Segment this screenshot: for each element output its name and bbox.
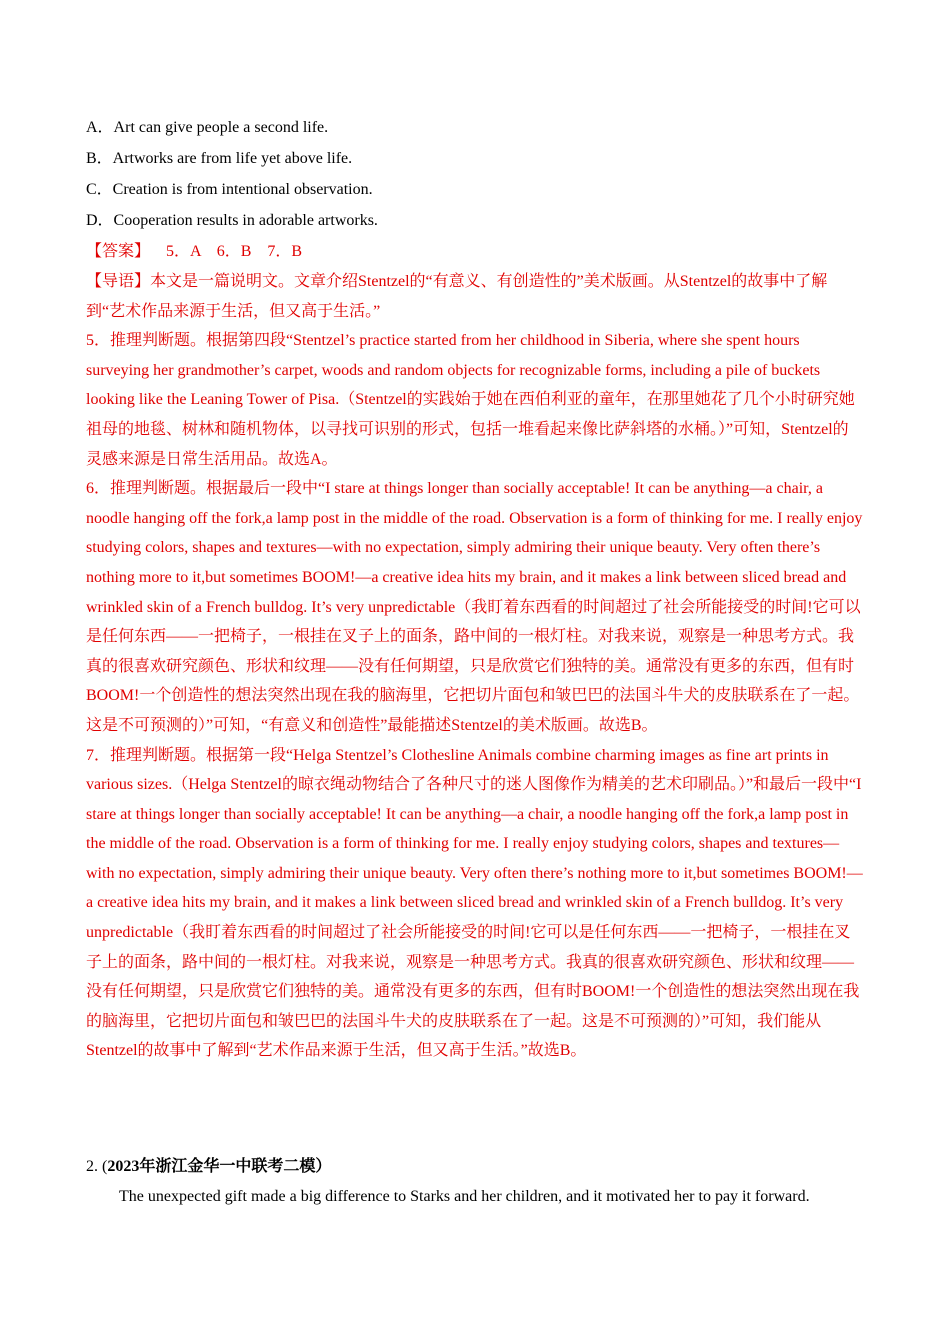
option-c: C．Creation is from intentional observation. [86, 181, 373, 198]
question-source: 2023年浙江金华一中联考二模） [107, 1158, 332, 1175]
intro-text: 本文是一篇说明文。文章介绍Stentzel的“有意义、有创造性的”美术版画。从Stentzel的故事中了解到“艺术作品来源于生活，但又高于生活。” [86, 273, 828, 320]
question-heading [86, 1152, 864, 1182]
explanation-6: 6．推理判断题。根据最后一段中“I stare at things longer than socially acceptable! It can be anything—a chair, a noodle hanging off the fork,a lamp post in the middle of the road. Observation is a form of thinking for me. I really enjoy studying colors, shapes and textures—with no expectation, simply admiring their unique beauty. Very often there’s nothing more to it,but sometimes BOOM!—a creative idea hits my brain, and it makes a link between sliced bread and wrinkled skin of a French bulldog. It’s very unpredictable（我盯着东西看的时间超过了社会所能接受的时间!它可以是任何东西——一把椅子，一根挂在叉子上的面条，路中间的一根灯柱。对我来说，观察是一种思考方式。我真的很喜欢研究颜色、形状和纹理——没有任何期望，只是欣赏它们独特的美。通常没有更多的东西，但有时BOOM!一个创造性的想法突然出现在我的脑海里，它把切片面包和皱巴巴的法国斗牛犬的皮肤联系在了一起。这是不可预测的）”可知，“有意义和创造性”最能描述Stentzel的美术版画。故选B。 [86, 480, 863, 734]
intro-label: 【导语】 [86, 273, 151, 290]
question-passage: The unexpected gift made a big difference to Starks and her children, and it motivated her to pay it forward. [119, 1188, 810, 1205]
option-d: D．Cooperation results in adorable artworks. [86, 212, 378, 229]
question-number: 2. ( [86, 1158, 108, 1175]
explanation-5: 5．推理判断题。根据第四段“Stentzel’s practice started from her childhood in Siberia, where she spent hours surveying her grandmother’s carpet, woods and random objects for recognizable forms, including a pile of buckets looking like the Leaning Tower of Pisa.（Stentzel的实践始于她在西伯利亚的童年，在那里她花了几个小时研究她祖母的地毯、树林和随机物体，以寻找可识别的形式，包括一堆看起来像比萨斜塔的水桶。）”可知，Stentzel的灵感来源是日常生活用品。故选A。 [86, 332, 855, 468]
option-a: A．Art can give people a second life. [86, 119, 329, 136]
answer-line [86, 236, 864, 267]
intro-paragraph [86, 267, 864, 326]
explanation-7: 7．推理判断题。根据第一段“Helga Stentzel’s Clothesline Animals combine charming images as fine art prints in various sizes.（Helga Stentzel的晾衣绳动物结合了各种尺寸的迷人图像作为精美的艺术印刷品。）”和最后一段中“I stare at things longer than socially acceptable! It can be anything—a chair, a noodle hanging off the fork,a lamp post in the middle of the road. Observation is a form of thinking for me. I really enjoy studying colors, shapes and textures—with no expectation, simply admiring their unique beauty. Very often there’s nothing more to it,but sometimes BOOM!—a creative idea hits my brain, and it makes a link between sliced bread and wrinkled skin of a French bulldog. It’s very unpredictable（我盯着东西看的时间超过了社会所能接受的时间!它可以是任何东西——一把椅子，一根挂在叉子上的面条，路中间的一根灯柱。对我来说，观察是一种思考方式。我真的很喜欢研究颜色、形状和纹理——没有任何期望，只是欣赏它们独特的美。通常没有更多的东西，但有时BOOM!一个创造性的想法突然出现在我的脑海里，它把切片面包和皱巴巴的法国斗牛犬的皮肤联系在了一起。这是不可预测的）”可知，我们能从Stentzel的故事中了解到“艺术作品来源于生活，但又高于生活。”故选B。 [86, 746, 863, 1060]
answer-section [86, 112, 864, 1066]
answer-value: 5．A 6．B 7．B [166, 243, 303, 260]
option-b: B．Artworks are from life yet above life. [86, 150, 353, 167]
answer-label: 【答案】 [86, 243, 151, 260]
